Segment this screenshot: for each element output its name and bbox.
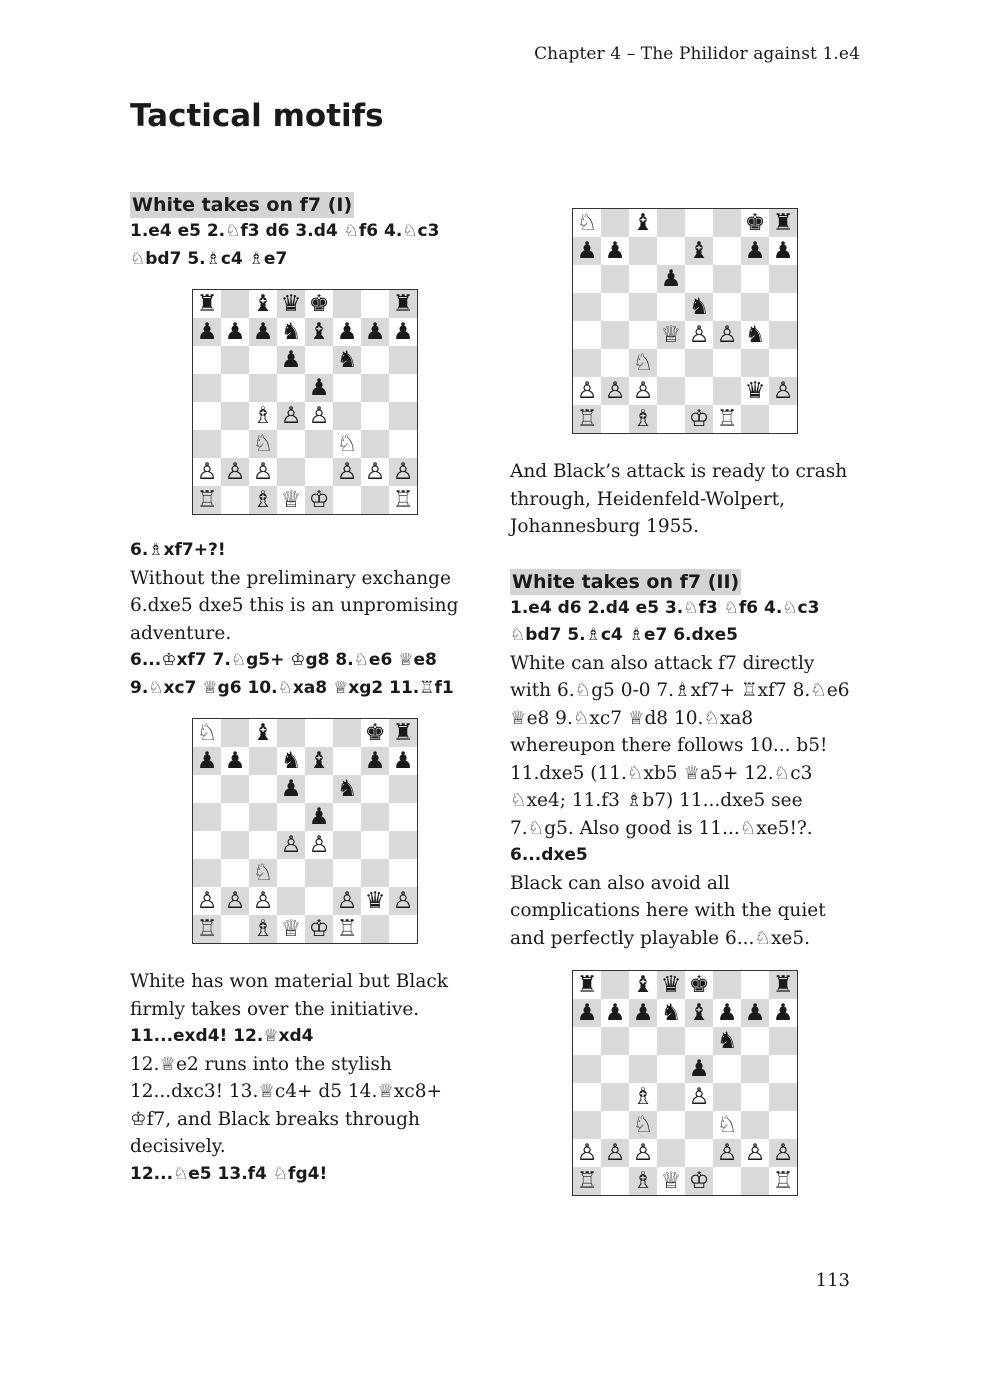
board-square [305, 775, 333, 803]
board-square [389, 430, 417, 458]
board-square [713, 349, 741, 377]
board-square: ♟ [769, 999, 797, 1027]
board-square [601, 321, 629, 349]
board-square [193, 402, 221, 430]
board-square: ♟ [221, 318, 249, 346]
board-square: ♙ [713, 1139, 741, 1167]
board-square: ♟ [389, 747, 417, 775]
board-square [657, 1055, 685, 1083]
board-square: ♜ [193, 290, 221, 318]
board-square: ♖ [193, 486, 221, 514]
board-square: ♛ [361, 887, 389, 915]
board-square [657, 1027, 685, 1055]
board-square: ♙ [389, 887, 417, 915]
board-square [221, 346, 249, 374]
board-square [573, 293, 601, 321]
board-square: ♞ [657, 999, 685, 1027]
board-square: ♟ [573, 999, 601, 1027]
board-square: ♘ [713, 1111, 741, 1139]
board-square [277, 887, 305, 915]
board-square [305, 887, 333, 915]
commentary-paragraph: White has won material but Black firmly takes over the initiative. [130, 971, 448, 1020]
board-square: ♞ [333, 775, 361, 803]
board-square: ♙ [333, 887, 361, 915]
commentary-paragraph: Black can also avoid all complications here with the quiet and perfectly playable 6...♘xe5. [510, 872, 826, 949]
board-square [277, 859, 305, 887]
board-square: ♙ [333, 458, 361, 486]
board-square [221, 402, 249, 430]
board-square [629, 237, 657, 265]
board-square: ♝ [249, 290, 277, 318]
board-square: ♙ [193, 458, 221, 486]
board-square [305, 458, 333, 486]
board-square: ♙ [193, 887, 221, 915]
board-square: ♙ [741, 1139, 769, 1167]
board-square [361, 831, 389, 859]
board-square: ♘ [573, 209, 601, 237]
board-square: ♙ [221, 887, 249, 915]
board-square [769, 1083, 797, 1111]
board-square [657, 237, 685, 265]
board-square: ♙ [685, 1083, 713, 1111]
commentary-paragraph: White can also attack f7 directly with 6.♘g5 0-0 7.♗xf7+ ♖xf7 8.♘e6 ♕e8 9.♘xc7 ♕d8 10.♘xa8 whereupon there follows 10... b5! 11.dxe5 (11.♘xb5 ♕a5+ 12.♘c3 ♘xe4; 11.f3 ♗b7) 11...dxe5 see 7.♘g5. Also good is 11...♘xe5!?. [510, 652, 850, 839]
board-square [277, 458, 305, 486]
running-head: Chapter 4 – The Philidor against 1.e4 [534, 44, 860, 64]
board-square: ♙ [629, 1139, 657, 1167]
board-square [389, 803, 417, 831]
board-square [249, 374, 277, 402]
chess-diagram-4 [572, 970, 798, 1196]
board-square: ♙ [685, 321, 713, 349]
board-square: ♟ [573, 237, 601, 265]
board-square: ♜ [389, 290, 417, 318]
board-square: ♜ [389, 719, 417, 747]
board-square [333, 719, 361, 747]
board-square: ♟ [305, 374, 333, 402]
board-square: ♟ [333, 318, 361, 346]
board-square [601, 405, 629, 433]
board-square: ♖ [573, 1167, 601, 1195]
board-square: ♛ [657, 971, 685, 999]
board-square [629, 293, 657, 321]
board-square: ♝ [629, 971, 657, 999]
board-square: ♞ [685, 293, 713, 321]
board-square: ♜ [573, 971, 601, 999]
board-square [249, 775, 277, 803]
board-square: ♜ [769, 971, 797, 999]
board-square [249, 803, 277, 831]
move-sequence: 12...♘e5 13.f4 ♘fg4! [130, 1163, 328, 1184]
board-square [221, 719, 249, 747]
board-square [221, 430, 249, 458]
board-square: ♟ [361, 747, 389, 775]
board-square [193, 775, 221, 803]
board-square: ♞ [713, 1027, 741, 1055]
board-square [389, 374, 417, 402]
board-square [685, 265, 713, 293]
board-square [221, 374, 249, 402]
board-square [741, 1027, 769, 1055]
board-square [305, 859, 333, 887]
board-square: ♙ [361, 458, 389, 486]
board-square [361, 915, 389, 943]
board-square: ♟ [657, 265, 685, 293]
board-square [741, 349, 769, 377]
board-square: ♙ [629, 377, 657, 405]
board-square [333, 859, 361, 887]
board-square [361, 402, 389, 430]
board-square [221, 290, 249, 318]
board-square [249, 747, 277, 775]
opening-moves: 1.e4 d6 2.d4 e5 3.♘f3 ♘f6 4.♘c3 ♘bd7 5.♗c4 ♗e7 6.dxe5 [510, 597, 820, 645]
board-square: ♔ [685, 405, 713, 433]
board-square: ♙ [249, 887, 277, 915]
board-square: ♖ [769, 1167, 797, 1195]
board-square [221, 859, 249, 887]
board-square [389, 859, 417, 887]
board-square: ♖ [573, 405, 601, 433]
page-number: 113 [815, 1270, 850, 1291]
board-square [193, 430, 221, 458]
board-square [713, 237, 741, 265]
diagram-2-wrap [130, 718, 480, 944]
board-square [361, 290, 389, 318]
diagram-1-wrap [130, 289, 480, 515]
board-square [389, 402, 417, 430]
board-square [629, 321, 657, 349]
board-square [389, 346, 417, 374]
board-square [305, 346, 333, 374]
board-square [657, 349, 685, 377]
board-square [741, 405, 769, 433]
board-square: ♟ [601, 999, 629, 1027]
commentary-paragraph: And Black’s attack is ready to crash through, Heidenfeld-Wolpert, Johannesburg 1955. [510, 461, 848, 537]
board-square: ♞ [333, 346, 361, 374]
board-square [193, 859, 221, 887]
board-square: ♟ [685, 1055, 713, 1083]
board-square [741, 971, 769, 999]
board-square [193, 831, 221, 859]
board-square: ♙ [573, 377, 601, 405]
board-square [361, 486, 389, 514]
board-square [769, 265, 797, 293]
diagram-3-wrap [510, 208, 860, 434]
board-square: ♝ [685, 237, 713, 265]
board-square: ♗ [629, 1083, 657, 1111]
board-square: ♗ [249, 402, 277, 430]
right-column [510, 208, 860, 1196]
board-square [221, 775, 249, 803]
move-sequence: 6...dxe5 [510, 845, 588, 865]
board-square [657, 1083, 685, 1111]
board-square [361, 374, 389, 402]
board-square: ♙ [389, 458, 417, 486]
board-square [713, 265, 741, 293]
board-square [389, 775, 417, 803]
board-square: ♕ [277, 486, 305, 514]
board-square [741, 293, 769, 321]
board-square [573, 321, 601, 349]
board-square [685, 209, 713, 237]
board-square [741, 1055, 769, 1083]
move-sequence: 11...exd4! 12.♕xd4 [130, 1026, 314, 1046]
board-square [277, 374, 305, 402]
board-square: ♙ [713, 321, 741, 349]
board-square [573, 1111, 601, 1139]
move-annotation: 6.♗xf7+?! [130, 540, 226, 560]
move-sequence: 6...♔xf7 7.♘g5+ ♔g8 8.♘e6 ♕e8 9.♘xc7 ♕g6 10.♘xa8 ♕xg2 11.♖f1 [130, 650, 454, 698]
board-square [361, 430, 389, 458]
board-square: ♚ [305, 290, 333, 318]
board-square: ♕ [657, 321, 685, 349]
board-square [601, 971, 629, 999]
board-square [601, 1167, 629, 1195]
board-square [277, 719, 305, 747]
board-square [601, 1055, 629, 1083]
board-square: ♟ [629, 999, 657, 1027]
board-square: ♗ [629, 1167, 657, 1195]
board-square: ♟ [389, 318, 417, 346]
board-square: ♘ [249, 859, 277, 887]
board-square [249, 346, 277, 374]
board-square: ♗ [249, 486, 277, 514]
board-square [305, 430, 333, 458]
board-square: ♛ [277, 290, 305, 318]
board-square: ♕ [657, 1167, 685, 1195]
board-square: ♟ [193, 318, 221, 346]
board-square [713, 293, 741, 321]
board-square [573, 1055, 601, 1083]
board-square: ♟ [277, 775, 305, 803]
board-square [657, 293, 685, 321]
board-square: ♞ [277, 747, 305, 775]
board-square [333, 747, 361, 775]
board-square [769, 293, 797, 321]
board-square: ♙ [601, 377, 629, 405]
board-square [741, 1083, 769, 1111]
board-square [713, 971, 741, 999]
board-square: ♘ [629, 1111, 657, 1139]
left-column [130, 192, 480, 1188]
board-square [769, 1111, 797, 1139]
board-square [769, 1055, 797, 1083]
board-square [657, 1111, 685, 1139]
board-square [221, 915, 249, 943]
board-square [657, 377, 685, 405]
board-square: ♘ [249, 430, 277, 458]
diagram-4-wrap [510, 970, 860, 1196]
board-square: ♙ [277, 831, 305, 859]
board-square [601, 1027, 629, 1055]
board-square [573, 265, 601, 293]
board-square [629, 265, 657, 293]
board-square: ♟ [305, 803, 333, 831]
board-square [629, 1055, 657, 1083]
board-square [769, 405, 797, 433]
board-square [193, 803, 221, 831]
board-square: ♖ [389, 486, 417, 514]
board-square: ♝ [305, 747, 333, 775]
chess-diagram-1 [192, 289, 418, 515]
board-square: ♟ [249, 318, 277, 346]
board-square [713, 1083, 741, 1111]
board-square: ♔ [685, 1167, 713, 1195]
board-square: ♘ [629, 349, 657, 377]
board-square [221, 831, 249, 859]
board-square: ♘ [193, 719, 221, 747]
board-square: ♗ [629, 405, 657, 433]
board-square [601, 349, 629, 377]
board-square [333, 402, 361, 430]
board-square [713, 1055, 741, 1083]
board-square: ♙ [305, 831, 333, 859]
board-square [685, 1027, 713, 1055]
board-square: ♔ [305, 486, 333, 514]
board-square [769, 1027, 797, 1055]
board-square [685, 1111, 713, 1139]
board-square: ♚ [685, 971, 713, 999]
board-square [629, 1027, 657, 1055]
board-square: ♖ [713, 405, 741, 433]
board-square [657, 209, 685, 237]
board-square: ♚ [741, 209, 769, 237]
board-square [657, 1139, 685, 1167]
board-square: ♟ [361, 318, 389, 346]
chess-diagram-3 [572, 208, 798, 434]
board-square: ♟ [601, 237, 629, 265]
board-square [601, 293, 629, 321]
board-square [601, 1083, 629, 1111]
board-square: ♟ [277, 346, 305, 374]
board-square [305, 719, 333, 747]
board-square [713, 1167, 741, 1195]
board-square: ♝ [249, 719, 277, 747]
board-square [601, 1111, 629, 1139]
board-square [601, 265, 629, 293]
board-square [333, 290, 361, 318]
board-square [193, 346, 221, 374]
board-square: ♟ [193, 747, 221, 775]
board-square: ♙ [221, 458, 249, 486]
board-square [221, 486, 249, 514]
board-square: ♙ [769, 1139, 797, 1167]
board-square [657, 405, 685, 433]
board-square: ♜ [769, 209, 797, 237]
board-square: ♟ [741, 999, 769, 1027]
board-square [741, 265, 769, 293]
board-square [389, 915, 417, 943]
board-square: ♗ [249, 915, 277, 943]
board-square: ♖ [193, 915, 221, 943]
board-square: ♞ [277, 318, 305, 346]
board-square [685, 349, 713, 377]
board-square [741, 1167, 769, 1195]
board-square: ♙ [277, 402, 305, 430]
board-square [333, 374, 361, 402]
board-square [361, 775, 389, 803]
board-square [573, 349, 601, 377]
board-square: ♟ [713, 999, 741, 1027]
board-square: ♝ [685, 999, 713, 1027]
board-square [685, 377, 713, 405]
board-square [573, 1083, 601, 1111]
board-square [333, 831, 361, 859]
board-square: ♝ [305, 318, 333, 346]
section-heading-white-takes-f7-i: White takes on f7 (I) [132, 194, 353, 216]
chess-diagram-2 [192, 718, 418, 944]
board-square: ♟ [741, 237, 769, 265]
board-square [333, 486, 361, 514]
board-square: ♙ [601, 1139, 629, 1167]
board-square: ♙ [305, 402, 333, 430]
board-square [741, 1111, 769, 1139]
board-square: ♞ [741, 321, 769, 349]
board-square [221, 803, 249, 831]
board-square: ♙ [573, 1139, 601, 1167]
board-square [713, 209, 741, 237]
board-square [769, 321, 797, 349]
board-square: ♘ [333, 430, 361, 458]
board-square [333, 803, 361, 831]
section-heading-white-takes-f7-ii: White takes on f7 (II) [512, 570, 740, 593]
board-square [249, 831, 277, 859]
board-square [277, 803, 305, 831]
board-square [573, 1027, 601, 1055]
board-square: ♙ [769, 377, 797, 405]
board-square [685, 1139, 713, 1167]
board-square: ♖ [333, 915, 361, 943]
board-square: ♝ [629, 209, 657, 237]
board-square: ♟ [769, 237, 797, 265]
commentary-paragraph: Without the preliminary exchange 6.dxe5 dxe5 this is an unpromising adventure. [130, 567, 459, 644]
board-square [361, 346, 389, 374]
board-square: ♚ [361, 719, 389, 747]
board-square [361, 803, 389, 831]
board-square [361, 859, 389, 887]
board-square: ♕ [277, 915, 305, 943]
board-square [713, 377, 741, 405]
board-square [769, 349, 797, 377]
board-square [193, 374, 221, 402]
commentary-paragraph: 12.♕e2 runs into the stylish 12...dxc3! 13.♕c4+ d5 14.♕xc8+ ♔f7, and Black breaks through decisively. [130, 1053, 442, 1157]
board-square: ♙ [249, 458, 277, 486]
chapter-title: Tactical motifs [130, 98, 384, 134]
board-square: ♔ [305, 915, 333, 943]
board-square: ♛ [741, 377, 769, 405]
board-square [389, 831, 417, 859]
opening-moves: 1.e4 e5 2.♘f3 d6 3.d4 ♘f6 4.♘c3 ♘bd7 5.♗c4 ♗e7 [130, 221, 440, 269]
board-square [277, 430, 305, 458]
board-square [601, 209, 629, 237]
board-square: ♟ [221, 747, 249, 775]
